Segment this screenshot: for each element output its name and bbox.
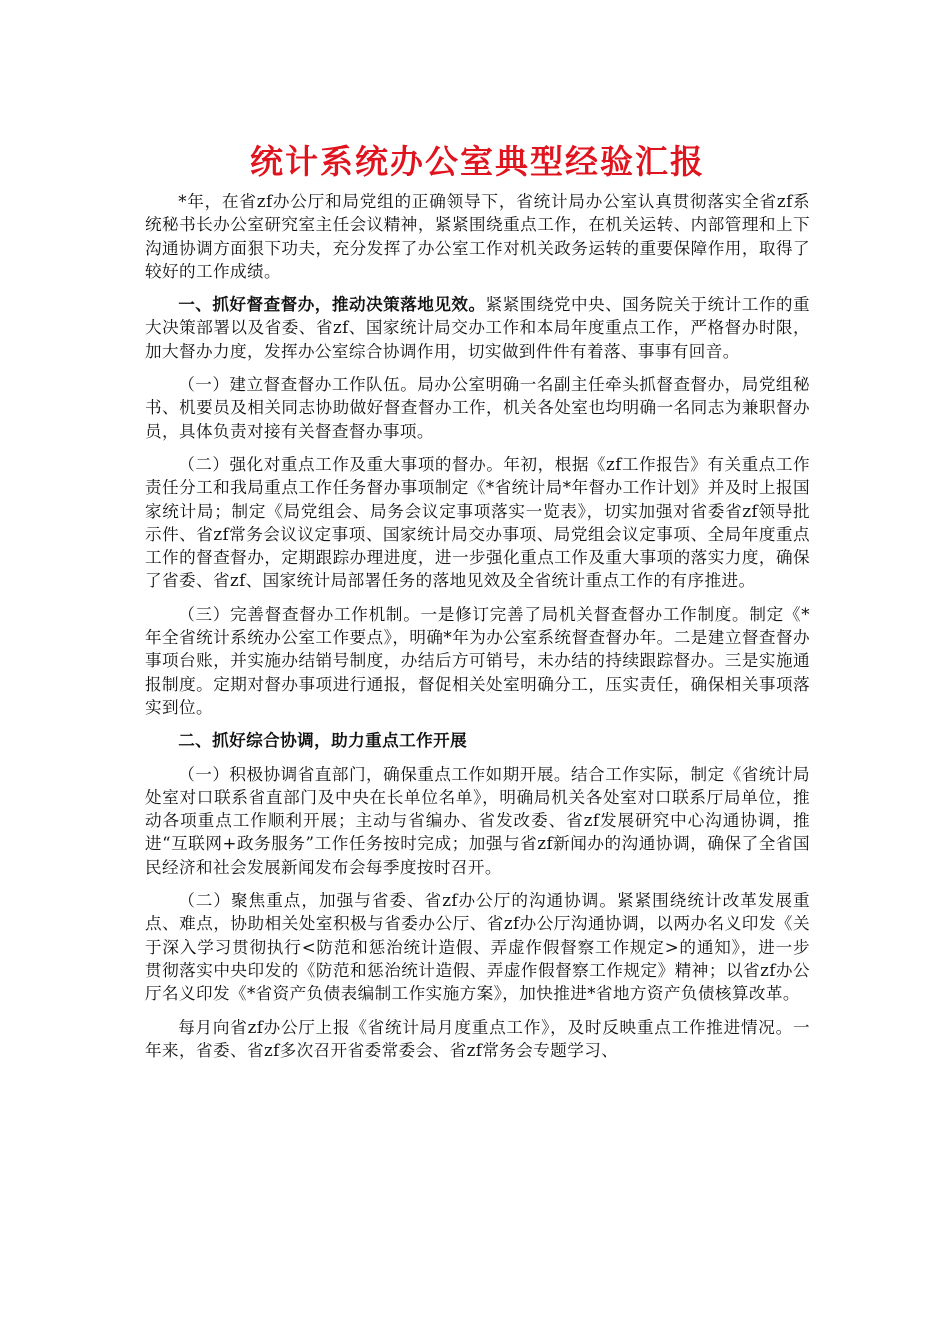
- document-title: 统计系统办公室典型经验汇报: [250, 142, 705, 181]
- section1-heading: 一、抓好督查督办，推动决策落地见效。: [178, 294, 486, 315]
- section2-item2: （二）聚焦重点，加强与省委、省zf办公厅的沟通协调。紧紧围绕统计改革发展重点、难点，协助相关处室积极与省委办公厅、省zf办公厅沟通协调，以两办名义印发《关于深入学习贯彻执行<防范和惩治统计造假、弄虚作假督察工作规定>的通知》，进一步贯彻落实中央印发的《防范和惩治统计造假、弄虚作假督察工作规定》精神；以省zf办公厅名义印发《*省资产负债表编制工作实施方案》，加快推进*省地方资产负债核算改革。: [145, 891, 810, 1004]
- section1-paragraph: [145, 293, 810, 363]
- section2-item1: （一）积极协调省直部门，确保重点工作如期开展。结合工作实际，制定《省统计局处室对口联系省直部门及中央在长单位名单》，明确局机关各处室对口联系厅局单位，推动各项重点工作顺利开展；主动与省编办、省发改委、省zf发展研究中心沟通协调，推进“互联网+政务服务”工作任务按时完成；加强与省zf新闻办的沟通协调，确保了全省国民经济和社会发展新闻发布会每季度按时召开。: [145, 764, 810, 877]
- document-page: [145, 130, 810, 1072]
- section1-item3: （三）完善督查督办工作机制。一是修订完善了局机关督查督办工作制度。制定《*年全省统计系统办公室工作要点》，明确*年为办公室系统督查督办年。二是建立督查督办事项台账，并实施办结销号制度，办结后方可销号，未办结的持续跟踪督办。三是实施通报制度。定期对督办事项进行通报，督促相关处室明确分工，压实责任，确保相关事项落实到位。: [145, 604, 810, 717]
- section1-item2: （二）强化对重点工作及重大事项的督办。年初，根据《zf工作报告》有关重点工作责任分工和我局重点工作任务督办事项制定《*省统计局*年督办工作计划》并及时上报国家统计局；制定《局党组会、局务会议定事项落实一览表》，切实加强对省委省zf领导批示件、省zf常务会议议定事项、国家统计局交办事项、局党组会议定事项、全局年度重点工作的督查督办，定期跟踪办理进度，进一步强化重点工作及重大事项的落实力度，确保了省委、省zf、国家统计局部署任务的落地见效及全省统计重点工作的有序推进。: [145, 454, 810, 591]
- section1-lead: 紧紧围绕党中央、国务院关于统计工作的重大决策部署以及省委、省zf、国家统计局交办工作和本局年度重点工作，严格督办时限，加大督办力度，发挥办公室综合协调作用，切实做到件件有着落、事事有回音。: [145, 295, 810, 361]
- section2-item3: 每月向省zf办公厅上报《省统计局月度重点工作》，及时反映重点工作推进情况。一年来，省委、省zf多次召开省委常委会、省zf常务会专题学习、: [145, 1017, 810, 1060]
- section2-heading: 二、抓好综合协调，助力重点工作开展: [178, 730, 468, 751]
- section1-item1: （一）建立督查督办工作队伍。局办公室明确一名副主任牵头抓督查督办，局党组秘书、机要员及相关同志协助做好督查督办工作，机关各处室也均明确一名同志为兼职督办员，具体负责对接有关督查督办事项。: [145, 375, 810, 441]
- intro-paragraph: *年，在省zf办公厅和局党组的正确领导下，省统计局办公室认真贯彻落实全省zf系统秘书长办公室研究室主任会议精神，紧紧围绕重点工作，在机关运转、内部管理和上下沟通协调方面狠下功夫，充分发挥了办公室工作对机关政务运转的重要保障作用，取得了较好的工作成绩。: [145, 192, 810, 281]
